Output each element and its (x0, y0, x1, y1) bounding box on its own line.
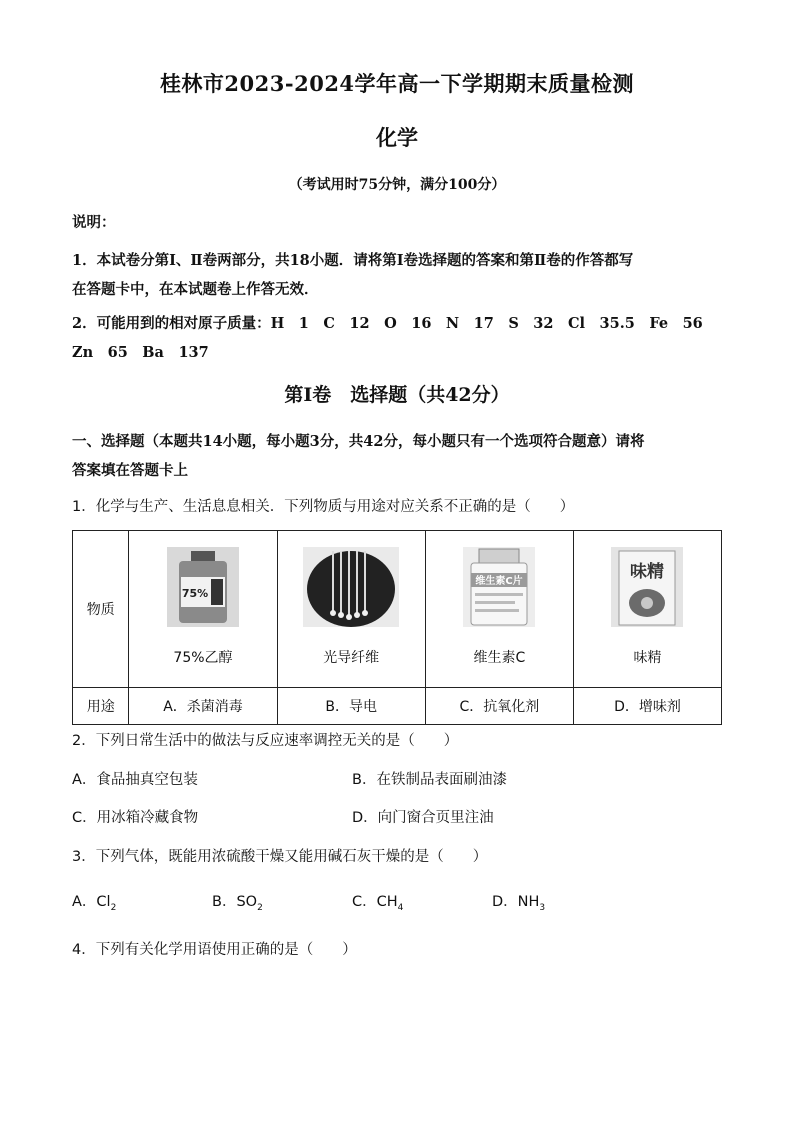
q3-option-a: A．$Cl_2$ (72, 894, 117, 913)
vitamin-label-text: 维生素C片 (475, 576, 524, 587)
vitamin-c-bottle-icon (463, 547, 535, 627)
substance-name-d: 味精 (633, 650, 662, 666)
row-header-use: 用途 (73, 688, 129, 725)
optical-fiber-icon (303, 547, 399, 627)
substance-cell-a (129, 531, 277, 688)
substance-name-c: 维生素C (473, 650, 526, 666)
option-c: C．抗氧化剂 (425, 688, 573, 725)
question-3-stem: 3．下列气体，既能用浓硫酸干燥又能用碱石灰干燥的是（ ） (72, 849, 488, 865)
alcohol-bottle-icon (167, 547, 239, 627)
note-1-line-2: 在答题卡中，在本试题卷上作答无效． (72, 281, 319, 298)
option-d: D．增味剂 (573, 688, 721, 725)
note-2-line-1: 2．可能用到的相对原子质量：H 1 C 12 O 16 N 17 S 32 Cl 35.5 Fe 56 (72, 315, 703, 332)
option-b: B．导电 (277, 688, 425, 725)
note-2-line-2: Zn 65 Ba 137 (72, 344, 209, 361)
alcohol-label-text: 75% (181, 587, 209, 600)
q2-option-a: A．食品抽真空包装 (72, 772, 198, 788)
option-a: A．杀菌消毒 (129, 688, 277, 725)
q2-option-b: B．在铁制品表面刷油漆 (352, 772, 507, 788)
question-2-stem: 2．下列日常生活中的做法与反应速率调控无关的是（ ） (72, 733, 459, 749)
exam-title: 桂林市2023-2024学年高一下学期期末质量检测 (159, 71, 635, 96)
q2-option-d: D．向门窗合页里注油 (352, 810, 494, 826)
substance-cell-c (425, 531, 573, 688)
msg-bag-icon (611, 547, 683, 627)
q3-option-c: C．$CH_4$ (352, 894, 404, 913)
section-1-instructions-line-1: 一、选择题（本题共14小题，每小题3分，共42分，每小题只有一个选项符合题意）请将 (72, 433, 645, 450)
question-1-stem: 1．化学与生产、生活息息相关．下列物质与用途对应关系不正确的是（ ） (72, 499, 575, 515)
q3-option-d: D．$NH_3$ (492, 894, 546, 913)
substance-name-b: 光导纤维 (323, 650, 380, 666)
q3-option-b: B．$SO_2$ (212, 894, 263, 913)
note-1-line-1: 1．本试卷分第Ⅰ、Ⅱ卷两部分，共18小题．请将第Ⅰ卷选择题的答案和第Ⅱ卷的作答都写 (72, 252, 634, 269)
table-row (73, 531, 722, 688)
exam-info: （考试用时75分钟，满分100分） (288, 177, 506, 193)
question-1-table (72, 530, 722, 725)
notes-label: 说明： (72, 214, 116, 231)
substance-name-a: 75%乙醇 (173, 650, 233, 666)
table-row (73, 688, 722, 725)
subject-title: 化学 (376, 125, 418, 150)
section-1-title: 第Ⅰ卷 选择题（共42分） (284, 384, 510, 406)
substance-cell-d (573, 531, 721, 688)
question-4-stem: 4．下列有关化学用语使用正确的是（ ） (72, 942, 357, 958)
q2-option-c: C．用冰箱冷藏食物 (72, 810, 199, 826)
substance-cell-b (277, 531, 425, 688)
row-header-substance: 物质 (73, 531, 129, 688)
msg-label-text: 味精 (630, 562, 665, 582)
section-1-instructions-line-2: 答案填在答题卡上 (72, 462, 188, 479)
